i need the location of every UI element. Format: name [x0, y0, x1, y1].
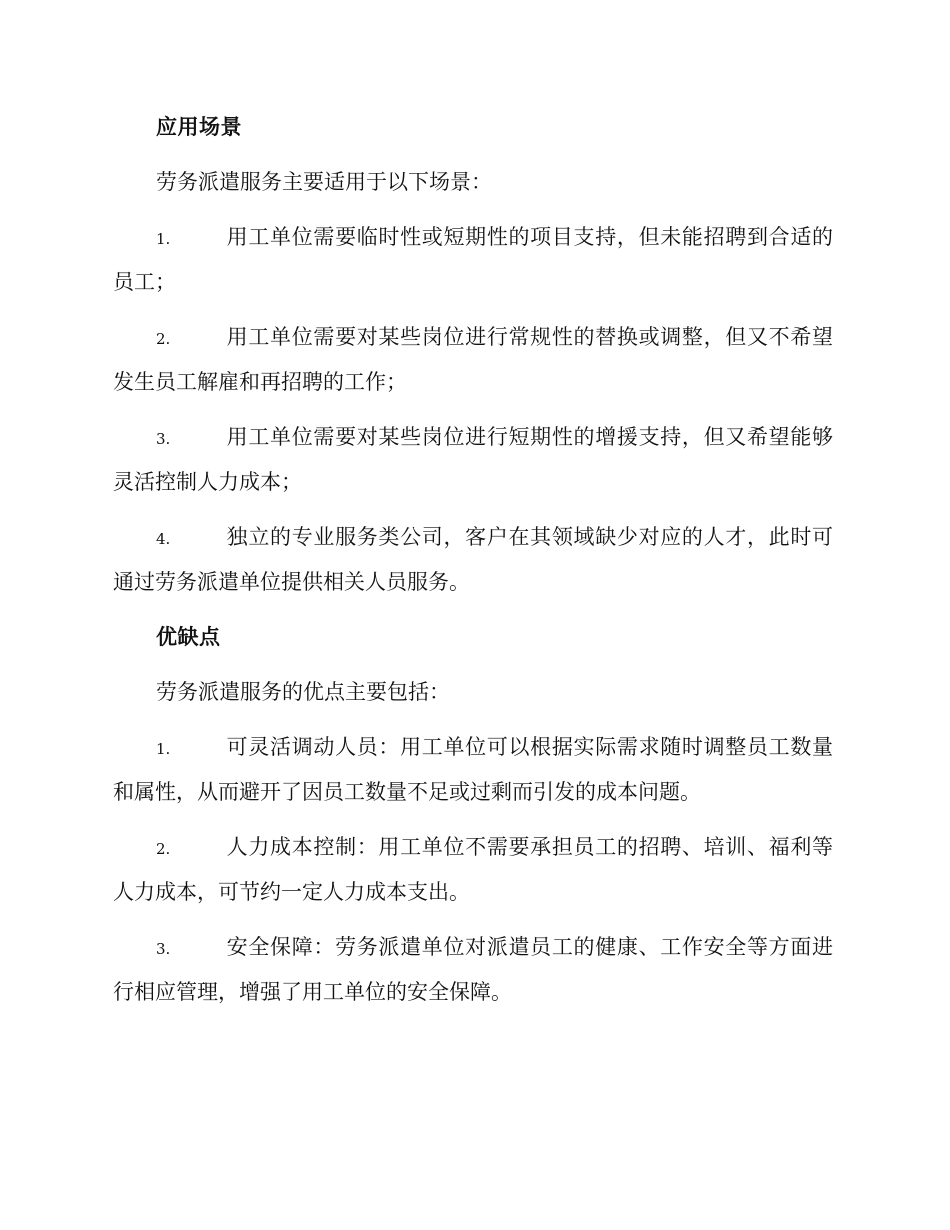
list-item-text: 可灵活调动人员：用工单位可以根据实际需求随时调整员工数量和属性，从而避开了因员工数量不足或过剩而引发的成本问题。: [113, 735, 833, 804]
section-heading-scenarios: 应用场景: [156, 114, 242, 139]
list-item-number: 4.: [156, 530, 171, 548]
list-item: [113, 516, 833, 604]
list-item-text: 人力成本控制：用工单位不需要承担员工的招聘、培训、福利等人力成本，可节约一定人力成本支出。: [113, 835, 833, 904]
list-item-text: 用工单位需要临时性或短期性的项目支持，但未能招聘到合适的员工；: [113, 225, 833, 294]
section-intro-scenarios: 劳务派遣服务主要适用于以下场景：: [156, 170, 492, 194]
list-item: [113, 216, 833, 304]
list-item: [113, 726, 833, 814]
list-item: [113, 316, 833, 404]
list-item-number: 2.: [156, 330, 171, 348]
list-item-number: 2.: [156, 840, 171, 858]
section-heading-pros-cons: 优缺点: [156, 624, 221, 649]
list-item-text: 用工单位需要对某些岗位进行常规性的替换或调整，但又不希望发生员工解雇和再招聘的工作；: [113, 325, 833, 394]
list-item-text: 独立的专业服务类公司，客户在其领域缺少对应的人才，此时可通过劳务派遣单位提供相关人员服务。: [113, 525, 833, 594]
section-intro-pros-cons: 劳务派遣服务的优点主要包括：: [156, 680, 450, 704]
list-item-number: 3.: [156, 430, 171, 448]
document-body: [113, 106, 833, 1026]
list-item-text: 用工单位需要对某些岗位进行短期性的增援支持，但又希望能够灵活控制人力成本；: [113, 425, 833, 494]
list-item-number: 1.: [156, 740, 171, 758]
list-item: [113, 926, 833, 1014]
list-item-number: 3.: [156, 940, 171, 958]
list-item: [113, 416, 833, 504]
list-item: [113, 826, 833, 914]
list-item-text: 安全保障：劳务派遣单位对派遣员工的健康、工作安全等方面进行相应管理，增强了用工单位的安全保障。: [113, 935, 833, 1004]
list-item-number: 1.: [156, 230, 171, 248]
